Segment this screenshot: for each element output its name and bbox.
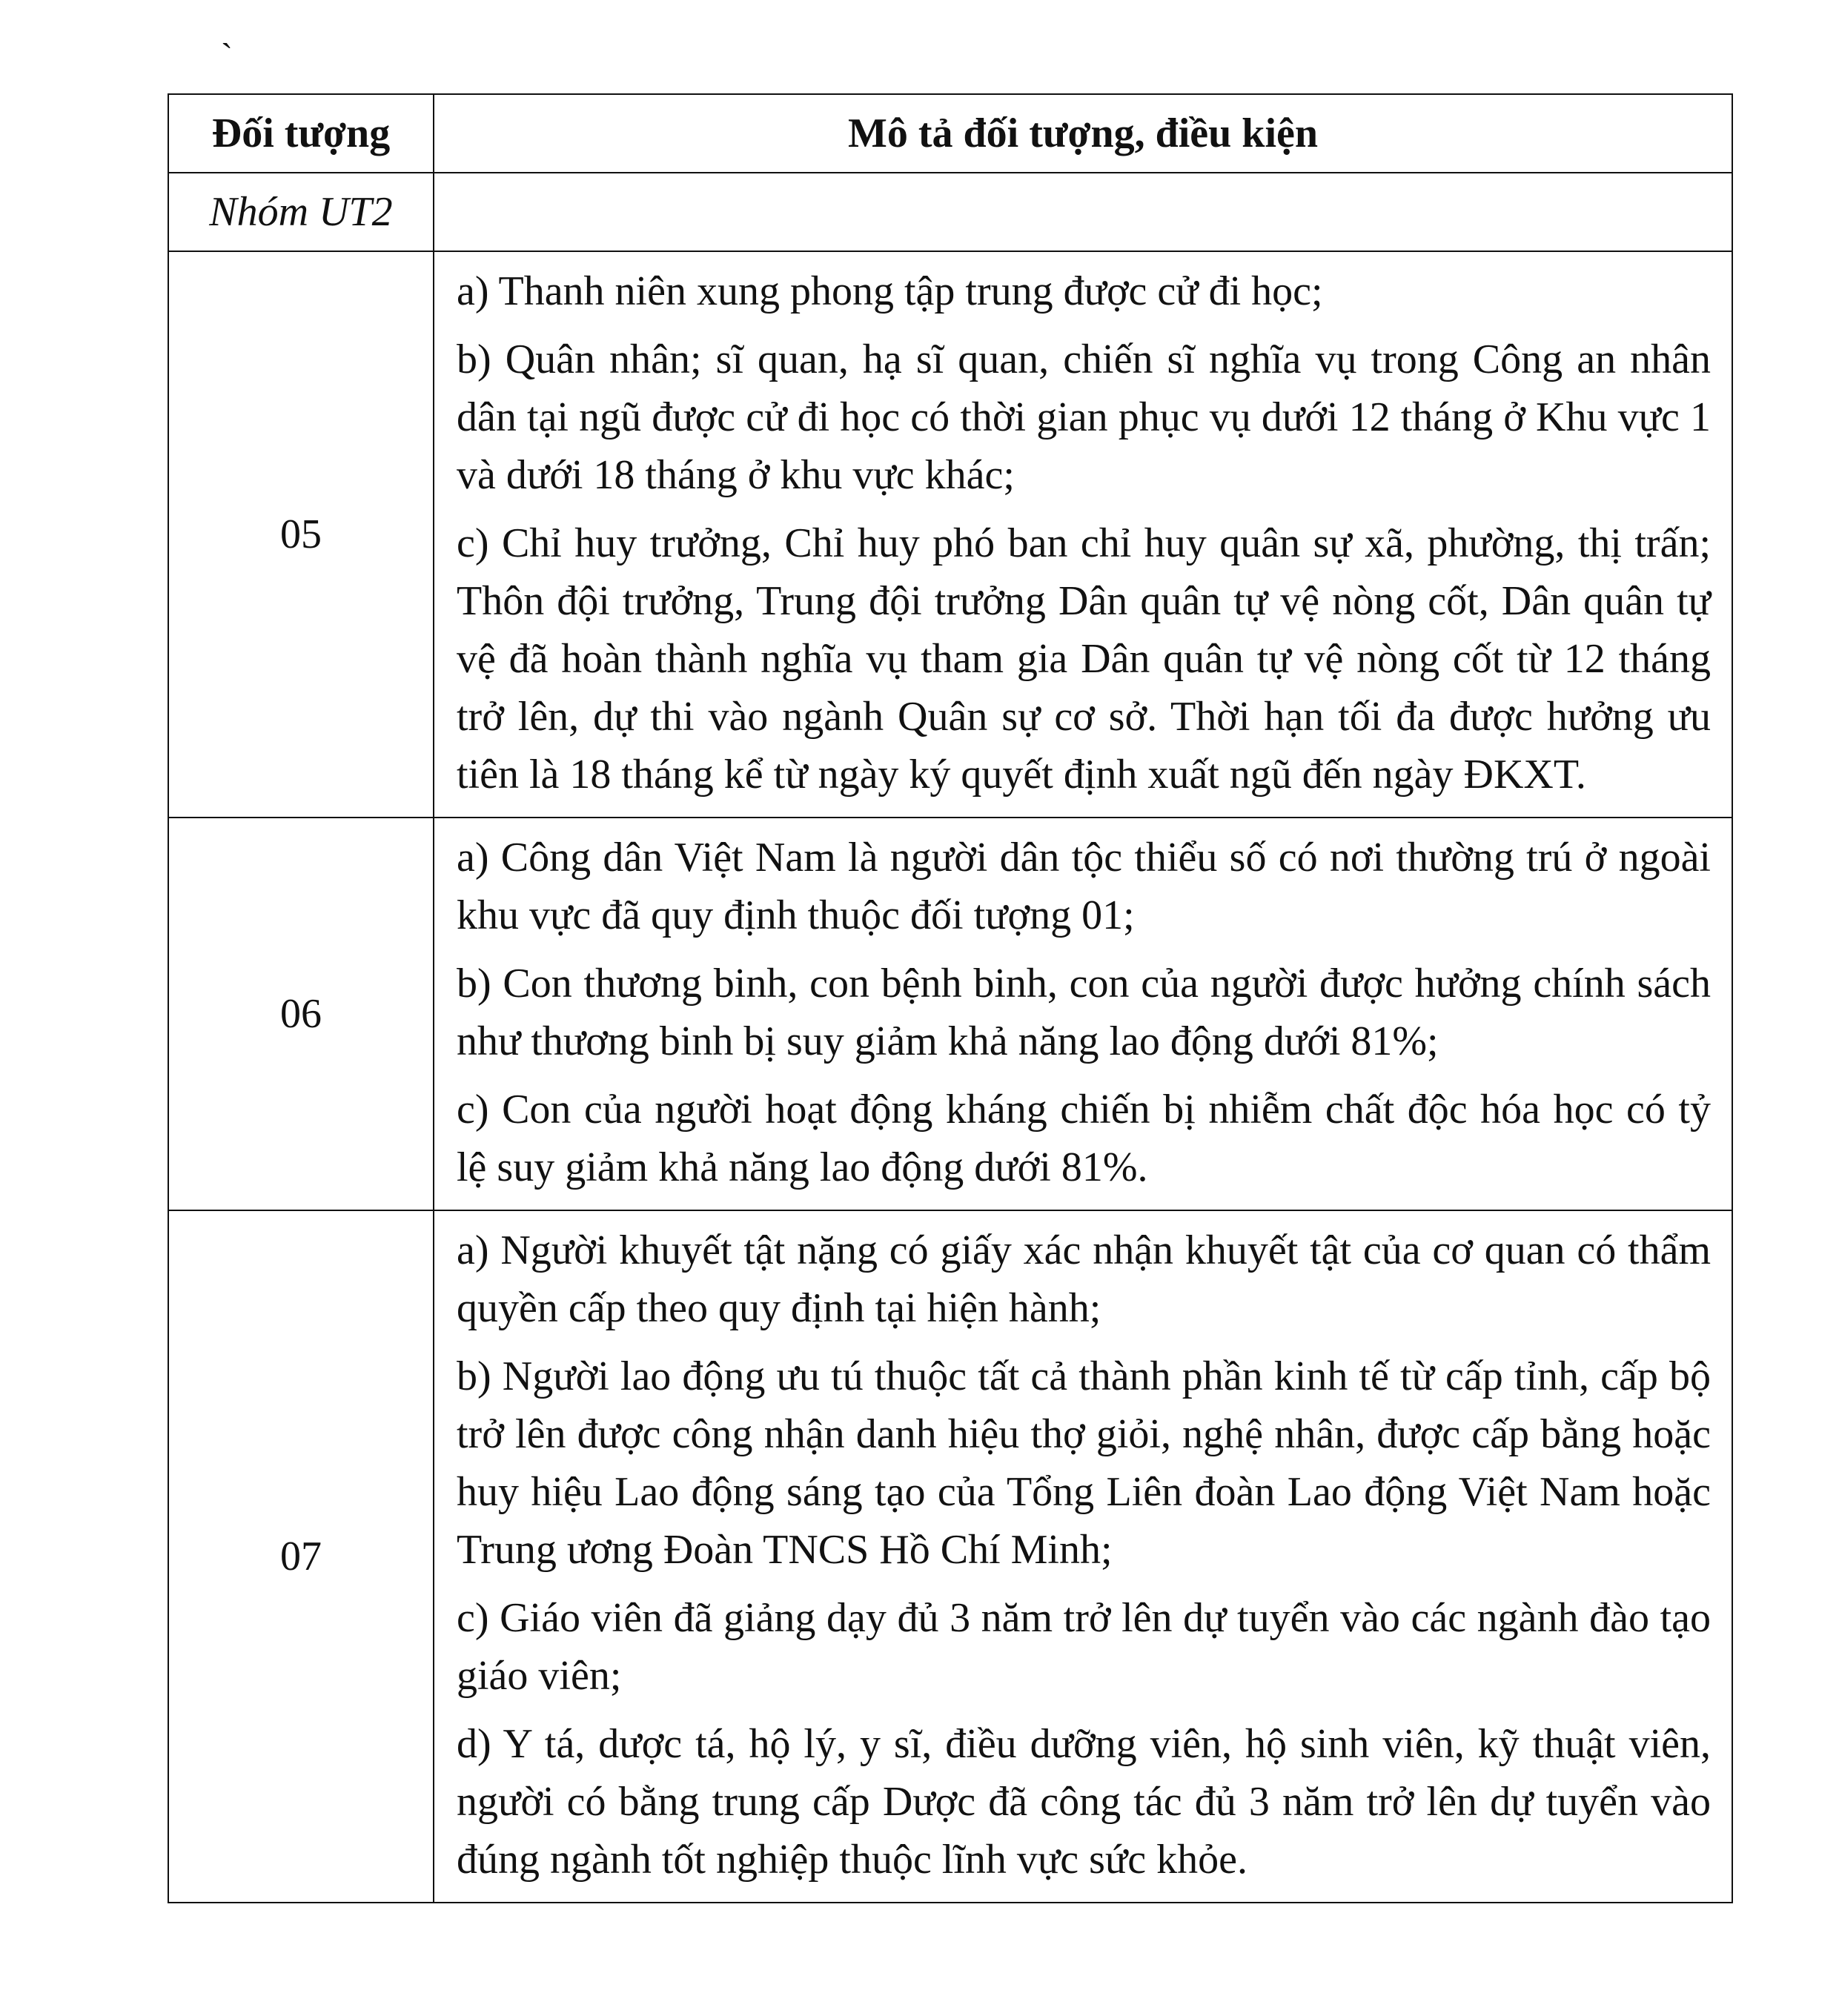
- object-code: 06: [168, 818, 434, 1210]
- description-item: b) Người lao động ưu tú thuộc tất cả thành phần kinh tế từ cấp tỉnh, cấp bộ trở lên được công nhận danh hiệu thợ giỏi, nghệ nhân, được cấp bằng hoặc huy hiệu Lao động sáng tạo của Tổng Liên đoàn Lao động Việt Nam hoặc Trung ương Đoàn TNCS Hồ Chí Minh;: [457, 1353, 1711, 1573]
- description-item: a) Người khuyết tật nặng có giấy xác nhận khuyết tật của cơ quan có thẩm quyền cấp theo quy định tại hiện hành;: [457, 1227, 1711, 1331]
- description-item: a) Thanh niên xung phong tập trung được cử đi học;: [457, 268, 1323, 314]
- description-cell: [434, 1210, 1732, 1903]
- priority-table: [168, 93, 1733, 1903]
- description-item: b) Quân nhân; sĩ quan, hạ sĩ quan, chiến sĩ nghĩa vụ trong Công an nhân dân tại ngũ được cử đi học có thời gian phục vụ dưới 12 tháng ở Khu vực 1 và dưới 18 tháng ở khu vực khác;: [457, 336, 1711, 498]
- group-row: [168, 173, 1732, 251]
- description-cell: [434, 251, 1732, 818]
- object-code: 05: [168, 251, 434, 818]
- group-empty-cell: [434, 173, 1732, 251]
- table-row: [168, 1210, 1732, 1903]
- description-item: b) Con thương binh, con bệnh binh, con của người được hưởng chính sách như thương binh bị suy giảm khả năng lao động dưới 81%;: [457, 961, 1711, 1064]
- group-label: Nhóm UT2: [168, 173, 434, 251]
- table-row: [168, 818, 1732, 1210]
- header-object: Đối tượng: [168, 94, 434, 173]
- stray-mark: `: [221, 36, 233, 76]
- description-item: d) Y tá, dược tá, hộ lý, y sĩ, điều dưỡng viên, hộ sinh viên, kỹ thuật viên, người có bằng trung cấp Dược đã công tác đủ 3 năm trở lên dự tuyển vào đúng ngành tốt nghiệp thuộc lĩnh vực sức khỏe.: [457, 1721, 1711, 1883]
- table-row: [168, 251, 1732, 818]
- description-item: c) Chỉ huy trưởng, Chỉ huy phó ban chỉ huy quân sự xã, phường, thị trấn; Thôn đội trưởng, Trung đội trưởng Dân quân tự vệ nòng cốt, Dân quân tự vệ đã hoàn thành nghĩa vụ tham gia Dân quân tự vệ nòng cốt từ 12 tháng trở lên, dự thi vào ngành Quân sự cơ sở. Thời hạn tối đa được hưởng ưu tiên là 18 tháng kể từ ngày ký quyết định xuất ngũ đến ngày ĐKXT.: [457, 520, 1711, 798]
- description-item: c) Giáo viên đã giảng dạy đủ 3 năm trở lên dự tuyển vào các ngành đào tạo giáo viên;: [457, 1595, 1711, 1699]
- header-description: Mô tả đối tượng, điều kiện: [434, 94, 1732, 173]
- description-cell: [434, 818, 1732, 1210]
- object-code: 07: [168, 1210, 434, 1903]
- description-item: a) Công dân Việt Nam là người dân tộc thiểu số có nơi thường trú ở ngoài khu vực đã quy định thuộc đối tượng 01;: [457, 835, 1711, 938]
- description-item: c) Con của người hoạt động kháng chiến bị nhiễm chất độc hóa học có tỷ lệ suy giảm khả năng lao động dưới 81%.: [457, 1087, 1711, 1190]
- table-header-row: [168, 94, 1732, 173]
